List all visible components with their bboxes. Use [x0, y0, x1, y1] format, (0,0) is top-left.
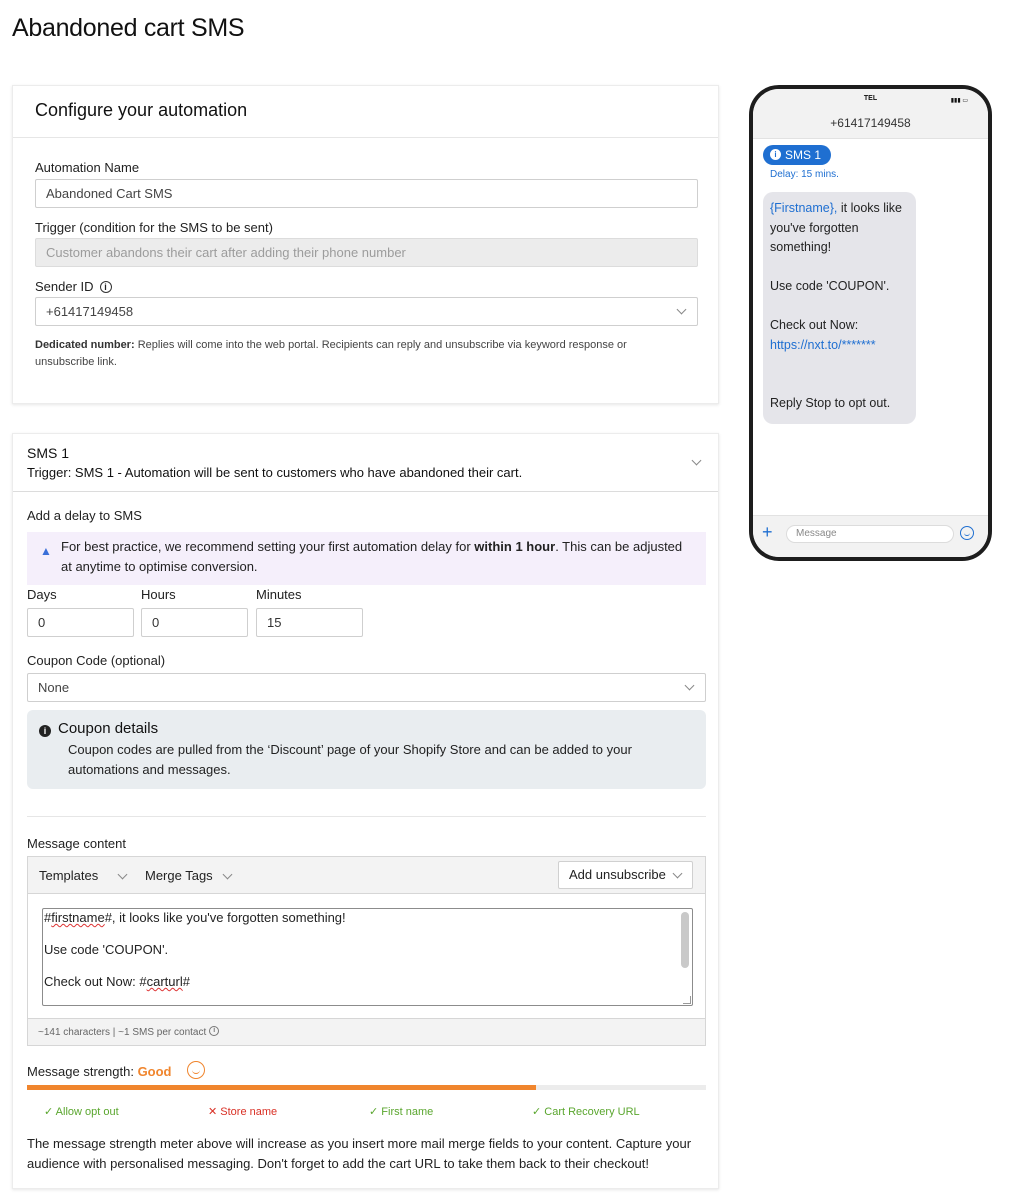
l1-post: #, it looks like you've forgotten something! [104, 910, 346, 925]
tip-text-bold: within 1 hour [474, 539, 556, 554]
coupon-details-title: Coupon details [58, 720, 159, 737]
note-text: Replies will come into the web portal. Recipients can reply and unsubscribe via keyword response or unsubscribe link. [35, 339, 627, 368]
minutes-input[interactable]: 15 [256, 608, 363, 637]
add-unsubscribe-label: Add unsubscribe [569, 867, 666, 882]
emoji-icon[interactable] [960, 526, 974, 540]
delay-label: Add a delay to SMS [27, 508, 142, 523]
phone-footer [753, 515, 988, 557]
sms-pill-label: SMS 1 [785, 148, 822, 162]
coupon-details [27, 710, 706, 789]
l3-tag: carturl [146, 974, 183, 989]
chevron-down-icon [685, 681, 695, 691]
sms-title: SMS 1 [27, 445, 70, 461]
tip-text-post: . This can be adjusted at anytime to optimise conversion. [61, 539, 683, 574]
bubble-l7: Reply Stop to opt out. [770, 396, 891, 410]
message-line-1 [44, 910, 678, 926]
bubble-link[interactable]: https://nxt.to/******* [770, 337, 876, 352]
editor-area [28, 893, 705, 1019]
strength-explanation: The message strength meter above will increase as you insert more mail merge fields to your content. Capture your audience with personalised messaging. Don't forget to add the cart URL to take them back to their checkout! [27, 1136, 692, 1171]
bubble-l1: it looks like [837, 201, 902, 215]
strength-meter [27, 1085, 706, 1090]
check-icon: ✓ [44, 1106, 56, 1118]
check-store-name [208, 1105, 277, 1118]
sms-card [12, 433, 719, 1189]
l1-tag: firstname [51, 910, 105, 925]
chevron-down-icon [673, 869, 683, 879]
page-title: Abandoned cart SMS [12, 14, 245, 42]
plus-icon[interactable]: + [762, 522, 773, 542]
coupon-label: Coupon Code (optional) [27, 653, 166, 668]
delay-tip [27, 532, 706, 585]
chevron-down-icon[interactable] [692, 456, 702, 466]
l3-post: # [182, 974, 190, 989]
message-textarea[interactable] [42, 908, 693, 1006]
automation-name-label: Automation Name [35, 160, 140, 175]
scrollbar[interactable] [681, 912, 689, 968]
check-icon: ✓ [369, 1106, 382, 1118]
minutes-label: Minutes [256, 587, 302, 602]
days-label: Days [27, 587, 57, 602]
configure-card-title: Configure your automation [13, 86, 718, 138]
delay-text: Delay: 15 mins. [770, 169, 839, 180]
signal-battery-icon: ▮▮▮ ▭ [950, 98, 968, 104]
info-icon[interactable]: i [100, 281, 112, 293]
trigger-label: Trigger (condition for the SMS to be sent) [35, 220, 273, 235]
strength-label: Message strength: [27, 1064, 138, 1079]
info-icon: i [770, 149, 781, 160]
check-first-name [369, 1105, 433, 1118]
check-label: Cart Recovery URL [544, 1106, 640, 1118]
strength-value: Good [137, 1064, 172, 1079]
smiley-icon [187, 1061, 205, 1079]
resize-handle[interactable] [683, 996, 691, 1004]
info-icon: i [39, 725, 51, 737]
sender-id-value: +61417149458 [46, 304, 134, 319]
chevron-down-icon [223, 870, 233, 880]
bubble-firstname: {Firstname}, [770, 201, 838, 215]
sender-id-select[interactable] [35, 297, 698, 326]
message-bubble [763, 192, 916, 424]
l1-pre: # [44, 910, 52, 925]
check-label: First name [381, 1106, 434, 1118]
sms-pill [763, 145, 831, 165]
configure-card [12, 85, 719, 404]
char-count [38, 1027, 219, 1038]
char-count-text: ~141 characters | ~1 SMS per contact [38, 1027, 207, 1038]
templates-dropdown[interactable] [39, 868, 98, 883]
strength-meter-fill [27, 1085, 536, 1090]
note-bold: Dedicated number: [35, 339, 135, 351]
coupon-value: None [38, 680, 70, 695]
message-strength [27, 1064, 172, 1079]
check-allow-opt-out [44, 1105, 119, 1118]
hours-label: Hours [141, 587, 176, 602]
sender-id-label-text: Sender ID [35, 279, 94, 294]
automation-name-input[interactable]: Abandoned Cart SMS [35, 179, 698, 208]
message-input[interactable]: Message [786, 525, 954, 543]
info-icon[interactable]: i [209, 1026, 219, 1036]
carrier: TEL [863, 95, 878, 102]
check-label: Allow opt out [55, 1106, 119, 1118]
phone-number: +61417149458 [830, 116, 911, 130]
bubble-l2: you've forgotten [770, 220, 859, 235]
chevron-down-icon [118, 870, 128, 880]
message-editor [27, 856, 706, 1046]
bubble-l4: Use code 'COUPON'. [770, 279, 890, 293]
trigger-input: Customer abandons their cart after adding their phone number [35, 238, 698, 267]
hours-input[interactable]: 0 [141, 608, 248, 637]
chevron-down-icon [677, 305, 687, 315]
tip-text-pre: For best practice, we recommend setting your first automation delay for [61, 539, 475, 554]
cross-icon: ✕ [208, 1106, 221, 1118]
sms-card-header[interactable] [13, 434, 718, 492]
message-line-2: Use code 'COUPON'. [44, 942, 169, 957]
coupon-select[interactable] [27, 673, 706, 702]
templates-label: Templates [39, 868, 99, 883]
lightbulb-icon: ▲ [40, 544, 52, 558]
merge-tags-dropdown[interactable] [145, 868, 213, 883]
phone-header [753, 89, 988, 139]
check-icon: ✓ [532, 1106, 545, 1118]
l3-pre: Check out Now: # [44, 974, 147, 989]
days-input[interactable]: 0 [27, 608, 134, 637]
dedicated-number-note [35, 337, 675, 371]
bubble-l5: Check out Now: [770, 318, 859, 332]
message-content-label: Message content [27, 836, 127, 851]
phone-preview [749, 85, 992, 561]
add-unsubscribe-button[interactable] [558, 861, 693, 889]
coupon-details-body: Coupon codes are pulled from the ‘Discount’ page of your Shopify Store and can be added to your automations and messages. [68, 742, 632, 777]
message-line-3 [44, 974, 678, 990]
check-cart-recovery-url [532, 1105, 640, 1118]
sms-trigger: Trigger: SMS 1 - Automation will be sent to customers who have abandoned their cart. [27, 465, 523, 480]
divider [27, 816, 706, 817]
check-label: Store name [220, 1106, 278, 1118]
bubble-l3: something! [770, 240, 832, 254]
sender-id-label [35, 279, 112, 294]
merge-tags-label: Merge Tags [145, 868, 213, 883]
